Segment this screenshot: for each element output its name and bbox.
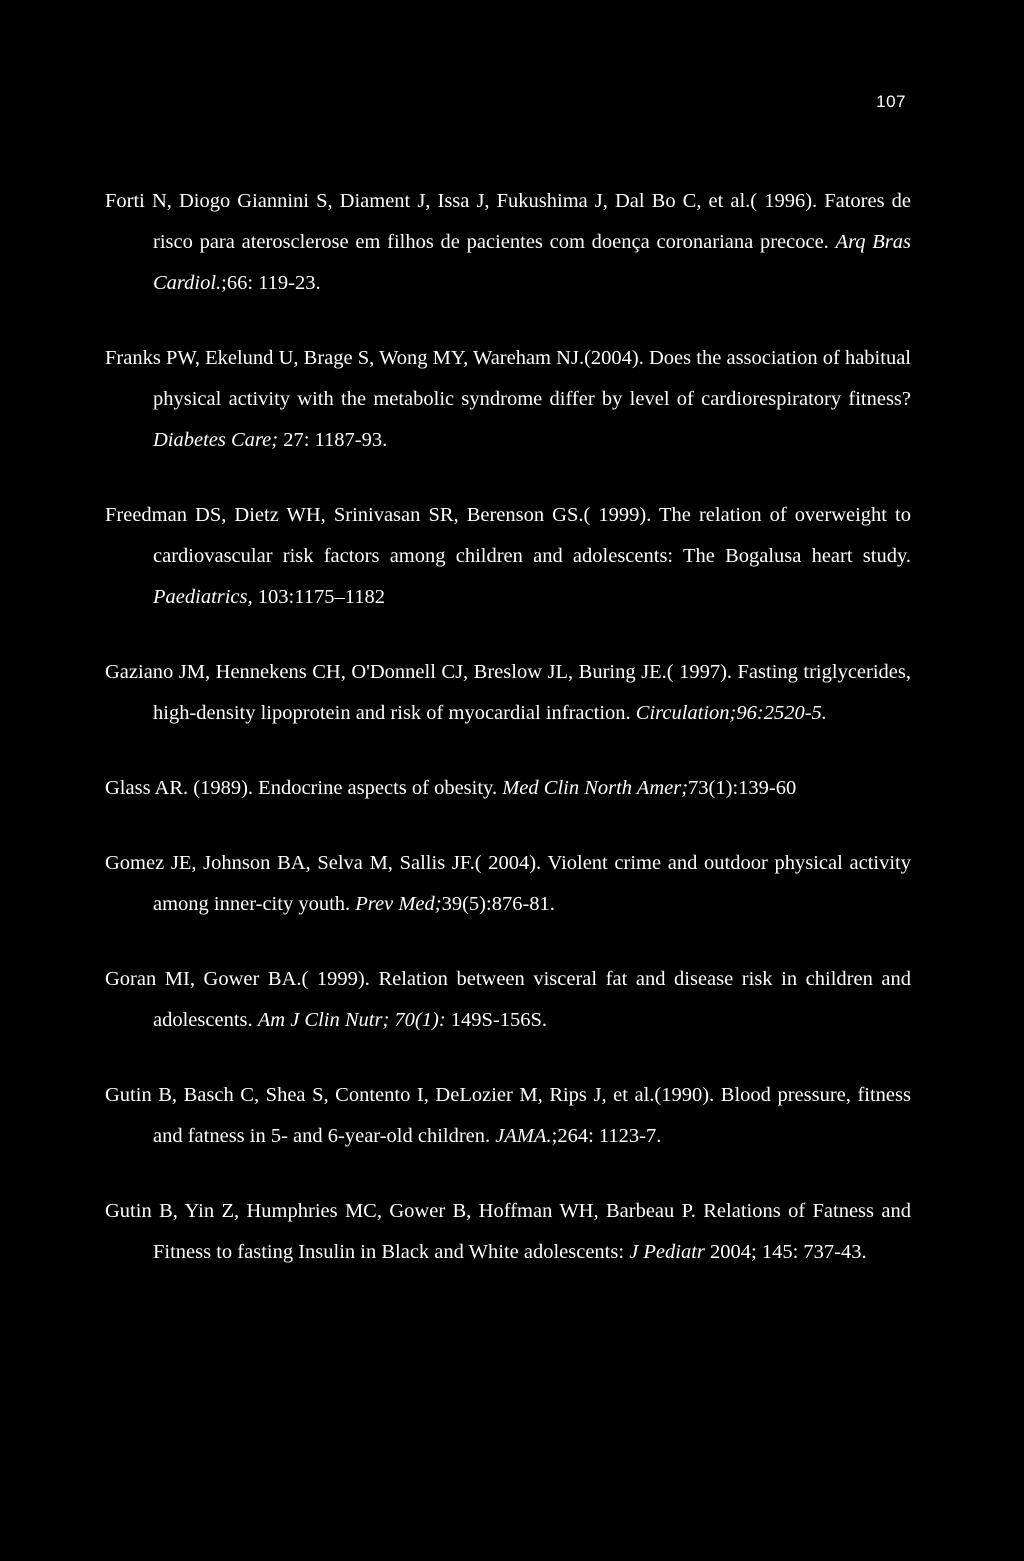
- reference-text: Gutin B, Yin Z, Humphries MC, Gower B, Hoffman WH, Barbeau P. Relations of Fatness and Fitness to fasting Insulin in Black and White adolescents:: [105, 1199, 911, 1263]
- citation-details: 27: 1187-93.: [278, 428, 388, 451]
- journal-title: Paediatrics,: [153, 585, 253, 608]
- reference-entry: [105, 652, 911, 734]
- journal-title: J Pediatr: [629, 1240, 705, 1263]
- journal-title: Arq Bras Cardiol.: [153, 230, 912, 294]
- citation-details: 149S-156S.: [445, 1008, 548, 1031]
- reference-text: Forti N, Diogo Giannini S, Diament J, Issa J, Fukushima J, Dal Bo C, et al.( 1996). Fatores de risco para aterosclerose em filhos de pacientes com doença coronariana precoce.: [105, 189, 911, 253]
- citation-details: 2004; 145: 737-43.: [704, 1240, 867, 1263]
- reference-entry: [105, 1075, 911, 1157]
- reference-entry: [105, 181, 911, 304]
- reference-text: Glass AR. (1989). Endocrine aspects of obesity.: [105, 776, 503, 799]
- reference-entry: [105, 768, 911, 809]
- reference-text: Goran MI, Gower BA.( 1999). Relation between visceral fat and disease risk in children and adolescents.: [105, 967, 911, 1031]
- reference-text: Gomez JE, Johnson BA, Selva M, Sallis JF.( 2004). Violent crime and outdoor physical activity among inner-city youth.: [105, 851, 911, 915]
- citation-details: ;264: 1123-7.: [551, 1124, 662, 1147]
- citation-details: 73(1):139-60: [688, 776, 797, 799]
- citation-details: 39(5):876-81.: [441, 892, 555, 915]
- citation-details: ;66: 119-23.: [221, 271, 321, 294]
- journal-title: JAMA.: [495, 1124, 552, 1147]
- citation-details: 103:1175–1182: [252, 585, 385, 608]
- reference-entry: [105, 338, 911, 461]
- journal-title: Circulation;96:2520-5.: [635, 701, 827, 724]
- reference-text: Gaziano JM, Hennekens CH, O'Donnell CJ, Breslow JL, Buring JE.( 1997). Fasting triglycerides, high-density lipoprotein and risk of myocardial infraction.: [105, 660, 911, 724]
- reference-entry: [105, 1191, 911, 1273]
- reference-entry: [105, 959, 911, 1041]
- reference-list: [105, 160, 911, 1293]
- journal-title: Am J Clin Nutr; 70(1):: [257, 1008, 446, 1031]
- reference-entry: [105, 843, 911, 925]
- page-number: 107: [876, 92, 906, 111]
- reference-entry: [105, 495, 911, 618]
- reference-text: Freedman DS, Dietz WH, Srinivasan SR, Berenson GS.( 1999). The relation of overweight to cardiovascular risk factors among children and adolescents: The Bogalusa heart study.: [105, 503, 911, 567]
- reference-text: Franks PW, Ekelund U, Brage S, Wong MY, Wareham NJ.(2004). Does the association of habitual physical activity with the metabolic syndrome differ by level of cardiorespiratory fitness?: [105, 346, 911, 410]
- journal-title: Prev Med;: [355, 892, 442, 915]
- reference-text: Gutin B, Basch C, Shea S, Contento I, DeLozier M, Rips J, et al.(1990). Blood pressure, fitness and fatness in 5- and 6-year-old children.: [105, 1083, 911, 1147]
- journal-title: Med Clin North Amer;: [502, 776, 689, 799]
- journal-title: Diabetes Care;: [153, 428, 279, 451]
